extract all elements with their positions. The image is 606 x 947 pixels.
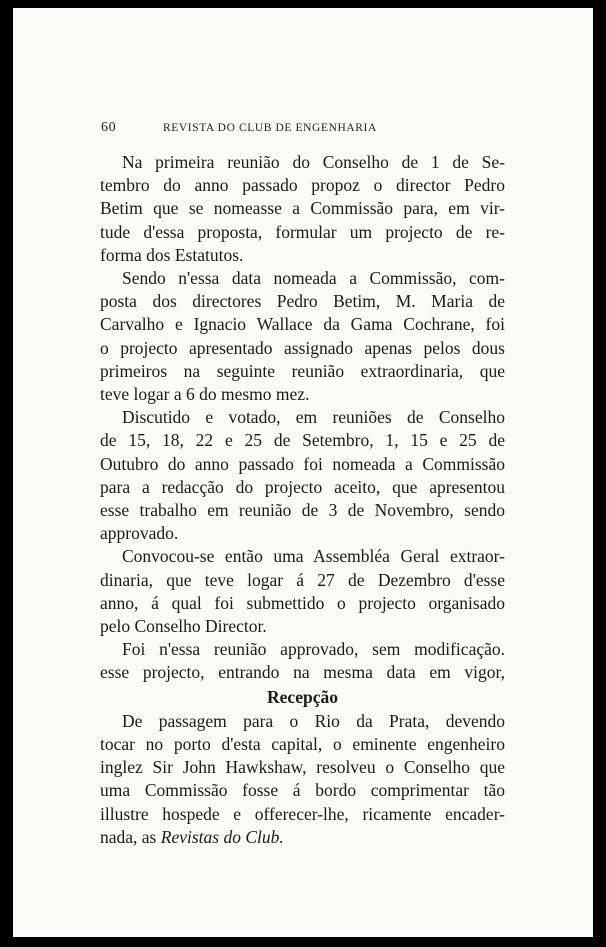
text-line: De passagem para o Rio da Prata, devendo (122, 710, 505, 731)
text-line: para a redacção do projecto aceito, que apresentou (100, 476, 505, 497)
text-line: Betim que se nomeasse a Commissão para, em vir- (100, 198, 505, 219)
paragraph-conselho (100, 151, 505, 267)
text-line (100, 826, 505, 849)
text-line: Carvalho e Ignacio Wallace da Gama Cochrane, foi (100, 314, 505, 335)
paragraph-approvado (100, 638, 505, 684)
text-line: pelo Conselho Director. (100, 616, 267, 637)
text-line: esse projecto, entrando na mesma data em vigor, (100, 662, 505, 683)
text-line: Foi n'essa reunião approvado, sem modificação. (122, 639, 505, 660)
text-line: Convocou-se então uma Assembléa Geral extraor- (122, 546, 505, 567)
text-line: tocar no porto d'esta capital, o eminente engenheiro (100, 734, 505, 755)
text-line: Sendo n'essa data nomeada a Commissão, com- (122, 268, 505, 289)
text-line: dinaria, que teve logar á 27 de Dezembro d'esse (100, 569, 505, 590)
paragraph-assemblea (100, 545, 505, 638)
journal-title: REVISTA DO CLUB DE ENGENHARIA (163, 122, 377, 134)
italic-title: Revistas do Club. (160, 826, 284, 847)
text-line: anno, á qual foi submettido o projecto organisado (100, 592, 505, 613)
text-line: Discutido e votado, em reuniões de Conselho (122, 407, 505, 428)
text-line: posta dos directores Pedro Betim, M. Maria de (100, 291, 505, 312)
text-line: teve logar a 6 do mesmo mez. (100, 384, 310, 405)
paragraph-discutido (100, 406, 505, 545)
body-text (100, 151, 505, 849)
text-line: inglez Sir John Hawkshaw, resolveu o Conselho que (100, 757, 505, 778)
text-line: illustre hospede e offerecer-lhe, ricamente encader- (100, 803, 505, 824)
page-number: 60 (101, 120, 117, 135)
text-line: Na primeira reunião do Conselho de 1 de Se- (122, 152, 505, 172)
paragraph-recepcao (100, 710, 505, 849)
text-line: Outubro do anno passado foi nomeada a Commissão (100, 453, 505, 474)
book-page (13, 8, 593, 937)
text-line-prefix: nada, as (100, 826, 161, 847)
text-line: de 15, 18, 22 e 25 de Setembro, 1, 15 e 25 de (100, 430, 505, 451)
text-line: o projecto apresentado assignado apenas pelos dous (100, 337, 505, 358)
text-line: primeiros na seguinte reunião extraordinaria, que (100, 360, 505, 381)
text-line: approvado. (100, 523, 179, 544)
text-line: uma Commissão fosse á bordo comprimentar tão (100, 780, 505, 801)
text-line: esse trabalho em reunião de 3 de Novembro, sendo (100, 500, 505, 521)
text-line: tude d'essa proposta, formular um projecto de re- (100, 221, 505, 242)
text-line: tembro do anno passado propoz o director Pedro (100, 175, 505, 196)
text-line: forma dos Estatutos. (100, 244, 244, 265)
paragraph-commissao (100, 267, 505, 406)
section-heading: Recepção (267, 686, 338, 707)
running-head (101, 120, 521, 138)
